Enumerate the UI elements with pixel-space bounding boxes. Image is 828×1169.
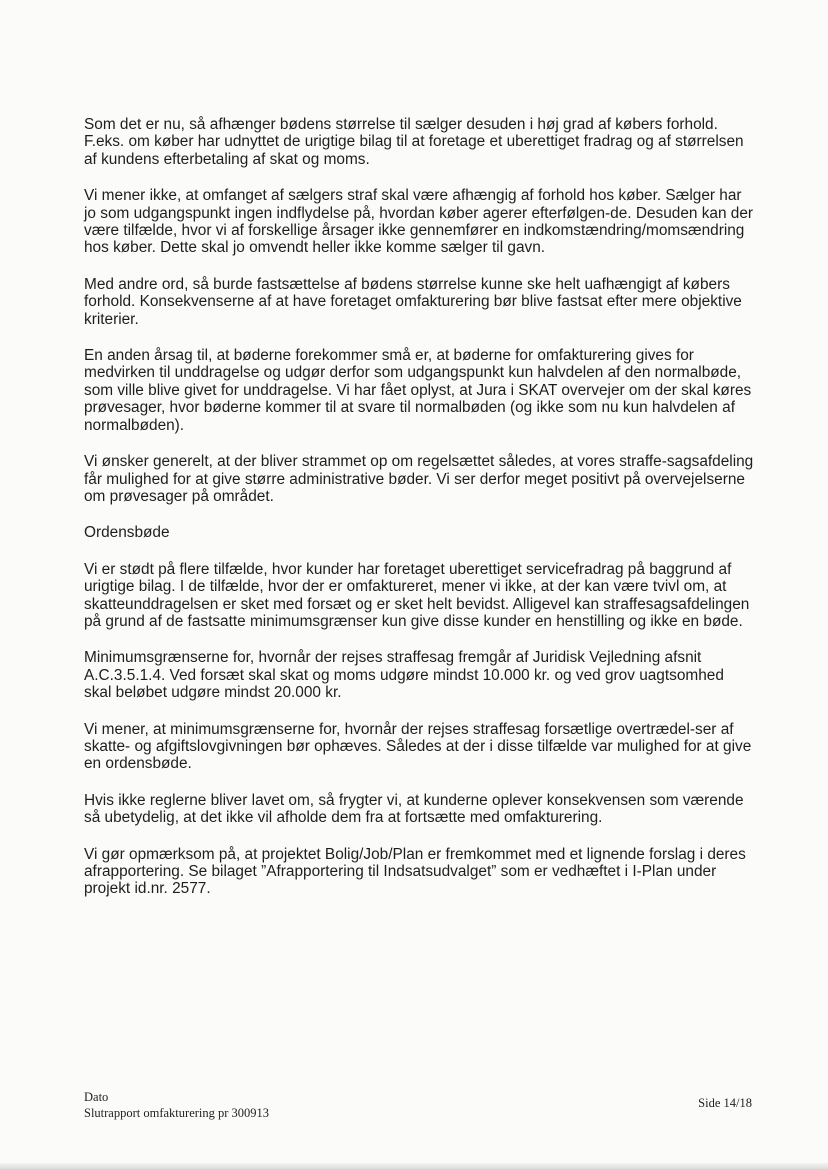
- footer-left: [84, 1089, 269, 1121]
- paragraph-2: Vi mener ikke, at omfanget af sælgers straf skal være afhængig af forhold hos køber. Sælger har jo som udgangspunkt ingen indflydelse på, hvordan køber agerer efterfølgen-de. Desuden kan der være tilfælde, hvor vi af forskellige årsager ikke gennemfører en indkomstændring/momsændring hos køber. Dette skal jo omvendt heller ikke komme sælger til gavn.: [84, 187, 754, 257]
- footer-page-number: Side 14/18: [698, 1096, 752, 1110]
- scan-edge: [0, 1163, 828, 1169]
- paragraph-5: Vi ønsker generelt, at der bliver strammet op om regelsættet således, at vores straffe-sagsafdeling får mulighed for at give større administrative bøder. Vi ser derfor meget positivt på overvejelserne om prøvesager på området.: [84, 453, 754, 505]
- paragraph-3: Med andre ord, så burde fastsættelse af bødens størrelse kunne ske helt uafhængigt af købers forhold. Konsekvenserne af at have foretaget omfakturering bør blive fastsat efter mere objektive kriterier.: [84, 275, 742, 328]
- document-body: [84, 116, 754, 917]
- section-heading: Ordensbøde: [84, 524, 170, 542]
- paragraph-4: En anden årsag til, at bøderne forekommer små er, at bøderne for omfakturering gives for medvirken til unddragelse og udgør derfor som udgangspunkt kun halvdelen af den normalbøde, som ville blive givet for unddragelse. Vi har fået oplyst, at Jura i SKAT overvejer om der skal køres prøvesager, hvor bøderne kommer til at svare til normalbøden (og ikke som nu kun halvdelen af normalbøden).: [84, 347, 752, 434]
- section-paragraph-5: Vi gør opmærksom på, at projektet Bolig/Job/Plan er fremkommet med et lignende forslag i deres afrapportering. Se bilaget ”Afrapportering til Indsatsudvalget” som er vedhæftet i I-Plan under projekt id.nr. 2577.: [84, 845, 746, 898]
- section-paragraph-4: Hvis ikke reglerne bliver lavet om, så frygter vi, at kunderne oplever konsekvensen som værende så ubetydelig, at det ikke vil afholde dem fra at fortsætte med omfakturering.: [84, 791, 744, 827]
- paragraph-1: Som det er nu, så afhænger bødens størrelse til sælger desuden i høj grad af købers forhold. F.eks. om køber har udnyttet de urigtige bilag til at foretage et uberettiget fradrag og af størrelsen af kundens efterbetaling af skat og moms.: [84, 116, 744, 168]
- footer-report-title: Slutrapport omfakturering pr 300913: [84, 1106, 270, 1120]
- section-paragraph-3: Vi mener, at minimumsgrænserne for, hvornår der rejses straffesag forsætlige overtrædel-ser af skatte- og afgiftslovgivningen bør ophæves. Således at der i disse tilfælde var mulighed for at give en ordensbøde.: [84, 720, 752, 773]
- section-paragraph-1: Vi er stødt på flere tilfælde, hvor kunder har foretaget uberettiget servicefradrag på baggrund af urigtige bilag. I de tilfælde, hvor der er omfaktureret, mener vi ikke, at der kan være tvivl om, at skatteunddragelsen er sket med forsæt og er sket helt bevidst. Alligevel kan straffesagsafdelingen på grund af de fastsatte minimumsgrænser kun give disse kunder en henstilling og ikke en bøde.: [84, 560, 750, 630]
- footer-date-label: Dato: [84, 1090, 109, 1104]
- section-paragraph-2: Minimumsgrænserne for, hvornår der rejses straffesag fremgår af Juridisk Vejledning afsnit A.C.3.5.1.4. Ved forsæt skal skat og moms udgøre mindst 10.000 kr. og ved grov uagtsomhed skal beløbet udgøre mindst 20.000 kr.: [84, 649, 724, 702]
